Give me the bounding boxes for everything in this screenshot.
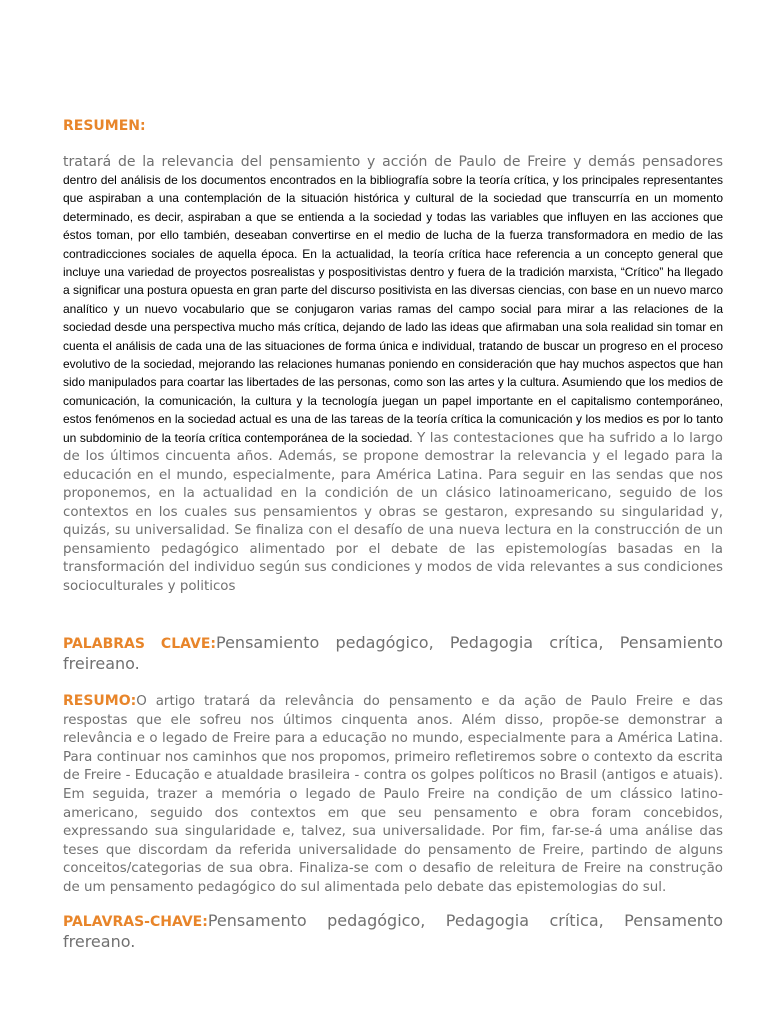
palavras-chave-text: Pensamento pedagógico, Pedagogia crítica, Pensamento frereano. <box>63 911 723 951</box>
resumen-outro-text: Y las contestaciones que ha sufrido a lo largo de los últimos cincuenta años. Además, se propone demostrar la relevancia y el legado para la educación en el mundo, especialmente, para América Latina. Para seguir en las sendas que nos proponemos, en la actualidad en la condición de un clásico latinoamericano, seguido de los contextos en los cuales sus pensamientos y obras se gestaron, expresando su singularidad y, quizás, su universalidad. Se finaliza con el desafío de una nueva lectura en la construcción de un pensamiento pedagógico alimentado por el debate de las epistemologías basadas en la transformación del individuo según sus condiciones y modos de vida relevantes a sus condiciones socioculturales y politicos <box>63 430 723 594</box>
resumen-paragraph <box>63 153 723 595</box>
resumen-body-text: dentro del análisis de los documentos encontrados en la bibliografía sobre la teoría crítica, y los principales representantes que aspiraban a una contemplación de la situación histórica y cultural de la sociedad que transcurría en un momento determinado, es decir, aspiraban a que se entienda a la sociedad y todas las variables que influyen en las acciones que éstos toman, por ello también, deseaban convertirse en el medio de lucha de la fuerza transformadora en medio de las contradicciones sociales de aquella época. En la actualidad, la teoría crítica hace referencia a un concepto general que incluye una variedad de proyectos posrealistas y pospositivistas dentro y fuera de la tradición marxista, “Crítico” ha llegado a significar una postura opuesta en gran parte del discurso positivista en las diversas ciencias, con base en un nuevo marco analítico y un nuevo vocabulario que se conjugaron varias ramas del campo social para mirar a las relaciones de la sociedad desde una perspectiva mucho más crítica, dejando de lado las ideas que afirmaban una sola realidad sin tomar en cuenta el análisis de cada una de las situaciones de forma única e individual, tratando de buscar un progreso en el proceso evolutivo de la sociedad, mejorando las relaciones humanas poniendo en consideración que hay muchos aspectos que han sido manipulados para coartar las libertades de las personas, como son las artes y la cultura. Asumiendo que los medios de comunicación, la comunicación, la cultura y la tecnología juegan un papel importante en el capitalismo contemporáneo, estos fenómenos en la sociedad actual es una de las tareas de la teoría crítica la comunicación y los medios es por lo tanto un subdominio de la teoría crítica contemporánea de la sociedad. <box>63 173 723 445</box>
palavras-chave-label: PALAVRAS-CHAVE: <box>63 914 208 930</box>
resumen-heading: RESUMEN: <box>63 118 146 134</box>
palabras-clave-paragraph <box>63 632 723 674</box>
resumo-text: O artigo tratará da relevância do pensamento e da ação de Paulo Freire e das respostas que ele sofreu nos últimos cinquenta anos. Além disso, propõe-se demonstrar a relevância e o legado de Freire para a educação no mundo, especialmente para a América Latina. Para continuar nos caminhos que nos propomos, primeiro refletiremos sobre o contexto da escrita de Freire - Educação e atualdade brasileira - contra os golpes políticos no Brasil (antigos e atuais). Em seguida, trazer a memória o legado de Paulo Freire na condição de um clássico latino-americano, seguido dos contextos em que seu pensamento e obra foram concebidos, expressando sua singularidade e, talvez, sua universalidade. Por fim, far-se-á uma análise das teses que discordam da referida universalidade do pensamento de Freire, partindo de alguns conceitos/categorias de sua obra. Finaliza-se com o desafio de releitura de Freire na construção de um pensamento pedagógico do sul alimentada pelo debate das epistemologias do sul. <box>63 694 723 895</box>
resumen-intro-text: tratará de la relevancia del pensamiento y acción de Paulo de Freire y demás pensadores <box>63 154 723 170</box>
resumo-label: RESUMO: <box>63 693 137 709</box>
palabras-clave-text: Pensamiento pedagógico, Pedagogia crítica, Pensamiento freireano. <box>63 633 723 673</box>
palabras-clave-label: PALABRAS CLAVE: <box>63 636 216 652</box>
resumo-paragraph <box>63 692 723 897</box>
palavras-chave-paragraph <box>63 910 723 952</box>
